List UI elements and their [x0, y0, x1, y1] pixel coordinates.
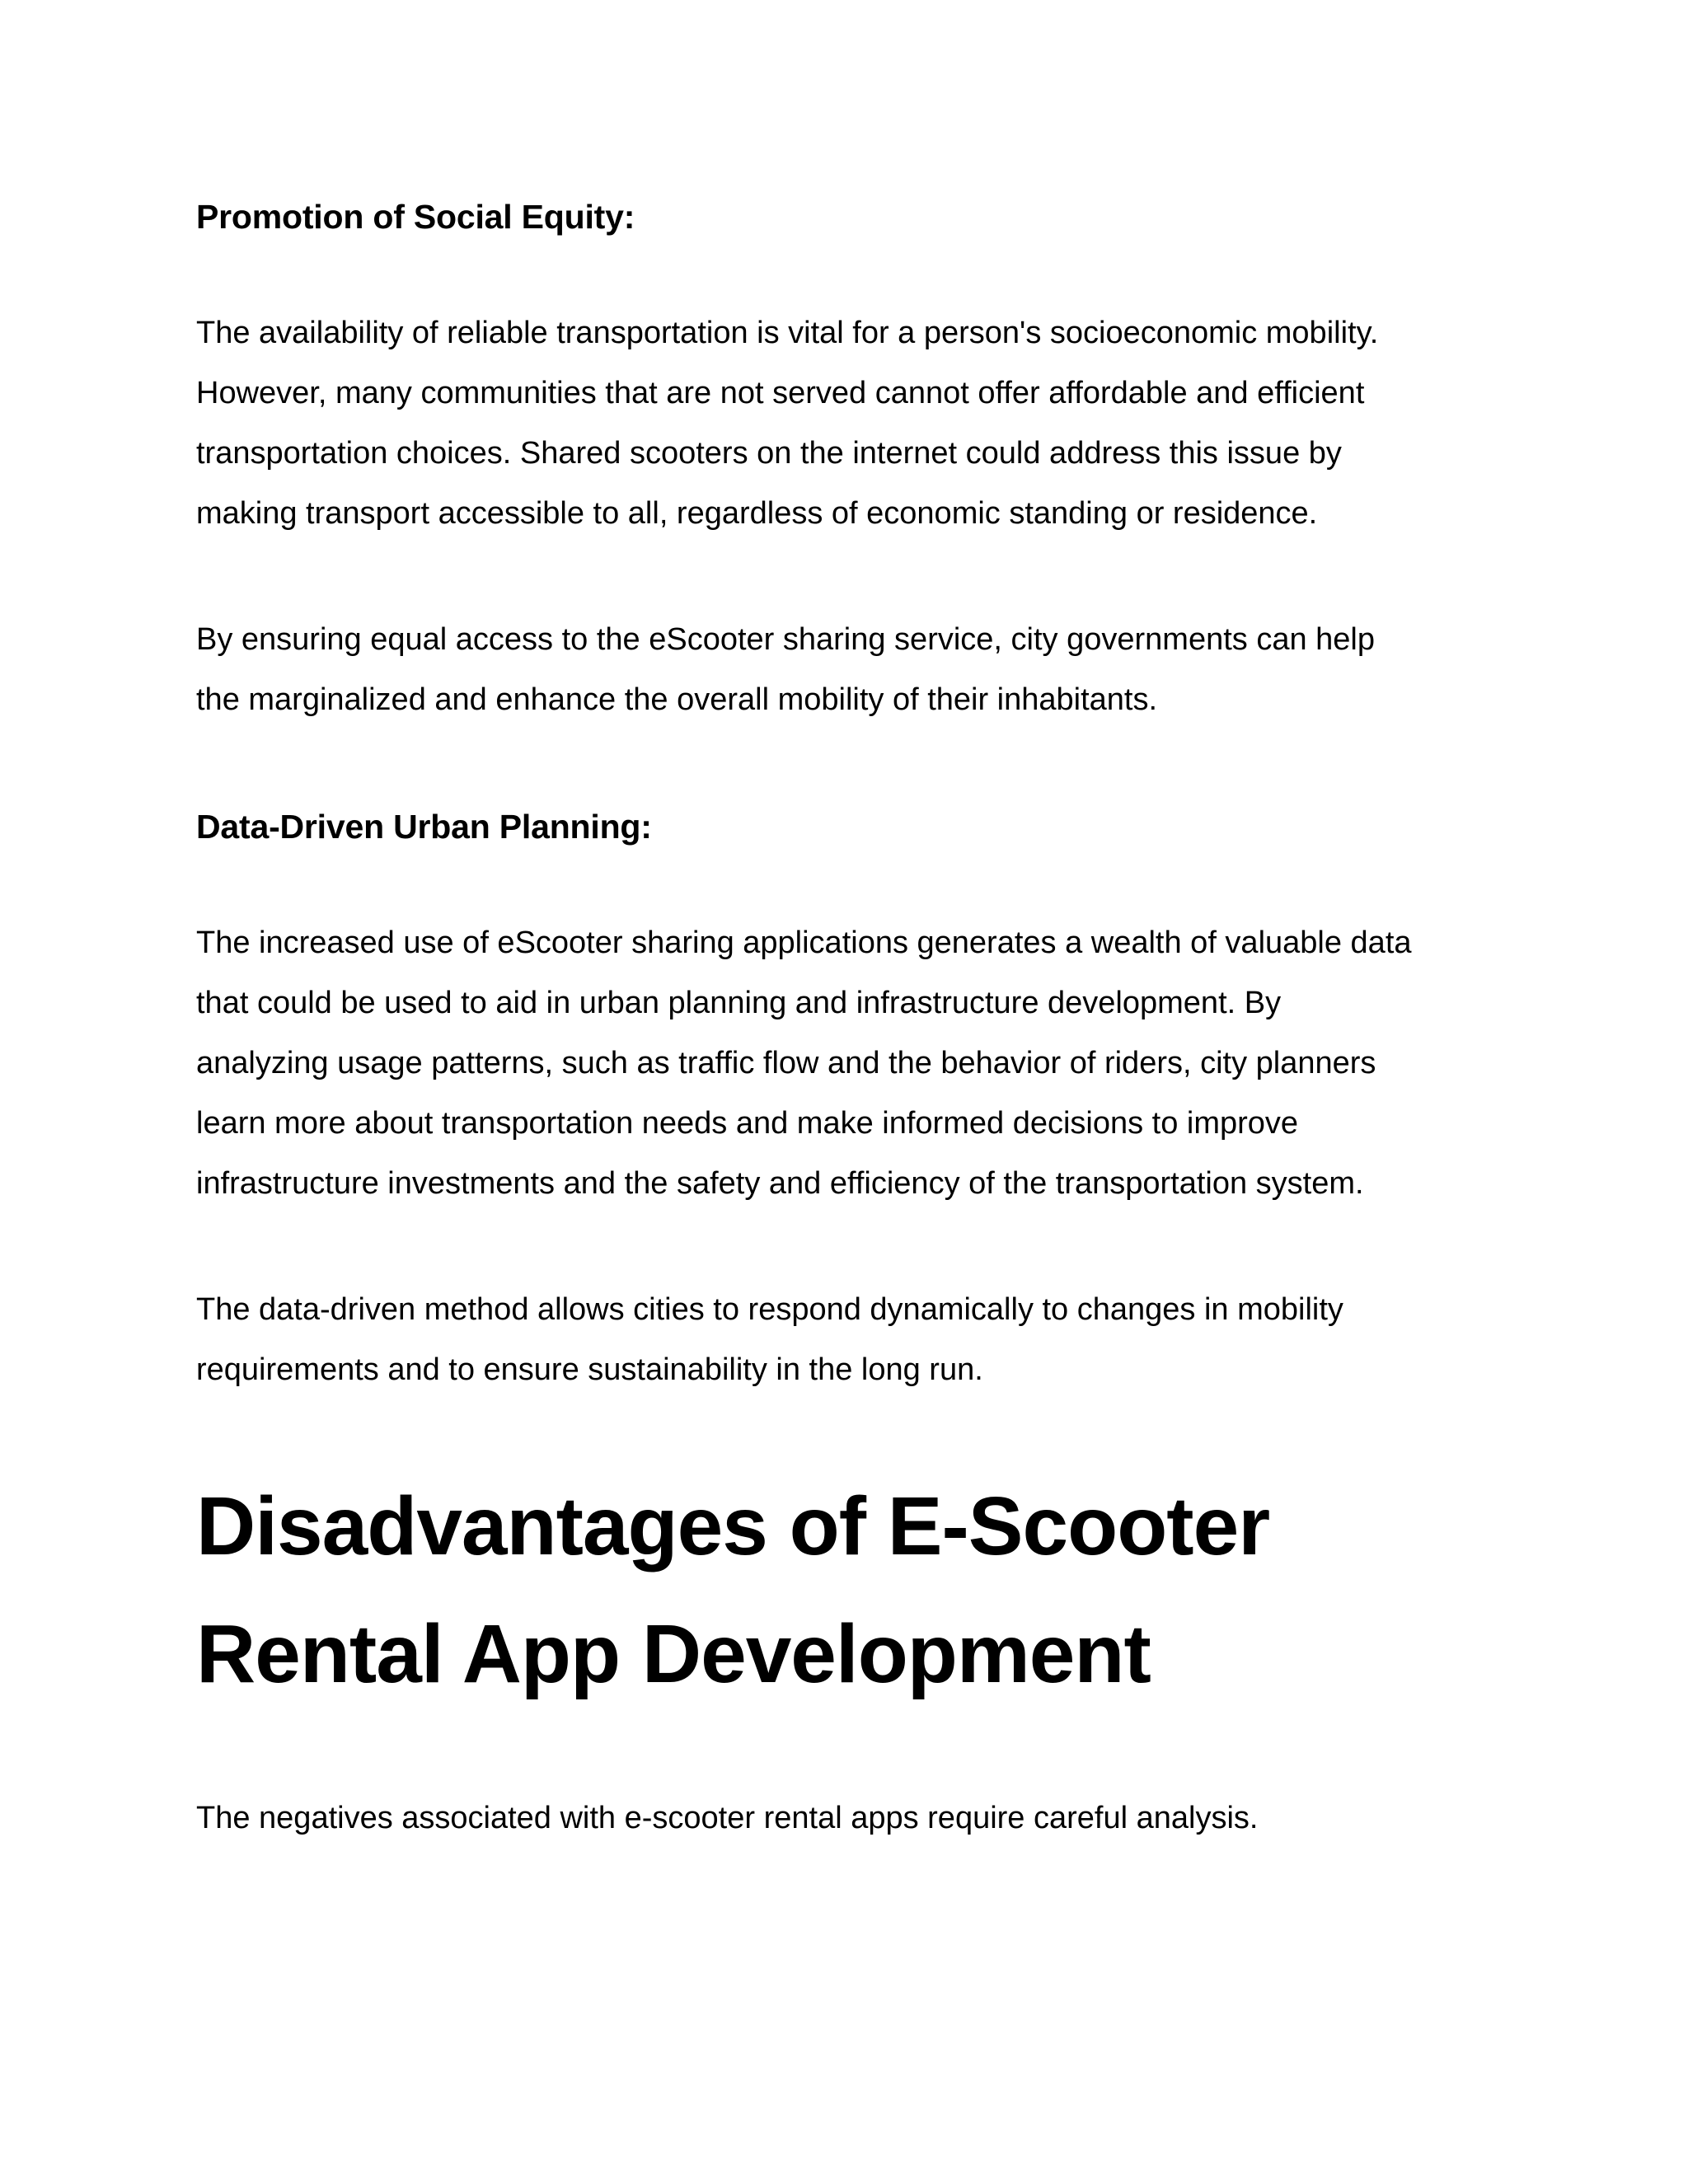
paragraph-line: analyzing usage patterns, such as traffic flow and the behavior of riders, city planners [196, 1046, 1376, 1080]
paragraph-social-equity-2 [196, 610, 1531, 730]
paragraph-urban-planning-1 [196, 913, 1531, 1214]
paragraph-line: By ensuring equal access to the eScooter sharing service, city governments can help [196, 622, 1375, 657]
main-heading [196, 1463, 1269, 1718]
main-heading-line: Rental App Development [196, 1608, 1151, 1700]
paragraph-line: However, many communities that are not served cannot offer affordable and efficient [196, 376, 1365, 410]
paragraph-line: that could be used to aid in urban planning and infrastructure development. By [196, 986, 1282, 1020]
section-heading-urban-planning: Data-Driven Urban Planning: [196, 808, 652, 846]
section-heading-social-equity: Promotion of Social Equity: [196, 198, 635, 236]
paragraph-line: transportation choices. Shared scooters on the internet could address this issue by [196, 436, 1342, 471]
paragraph-line: The increased use of eScooter sharing applications generates a wealth of valuable data [196, 926, 1412, 960]
paragraph-line: making transport accessible to all, regardless of economic standing or residence. [196, 496, 1318, 531]
intro-paragraph [196, 1788, 1531, 1849]
paragraph-urban-planning-2 [196, 1280, 1531, 1400]
paragraph-line: infrastructure investments and the safety and efficiency of the transportation system. [196, 1166, 1364, 1201]
paragraph-social-equity-1 [196, 303, 1531, 544]
paragraph-line: the marginalized and enhance the overall mobility of their inhabitants. [196, 682, 1158, 717]
paragraph-line: The negatives associated with e-scooter rental apps require careful analysis. [196, 1801, 1259, 1835]
paragraph-line: requirements and to ensure sustainability in the long run. [196, 1352, 983, 1387]
paragraph-line: The availability of reliable transportation is vital for a person's socioeconomic mobility. [196, 316, 1379, 350]
paragraph-line: The data-driven method allows cities to respond dynamically to changes in mobility [196, 1292, 1343, 1327]
main-heading-line: Disadvantages of E-Scooter [196, 1480, 1270, 1572]
paragraph-line: learn more about transportation needs and make informed decisions to improve [196, 1106, 1299, 1141]
